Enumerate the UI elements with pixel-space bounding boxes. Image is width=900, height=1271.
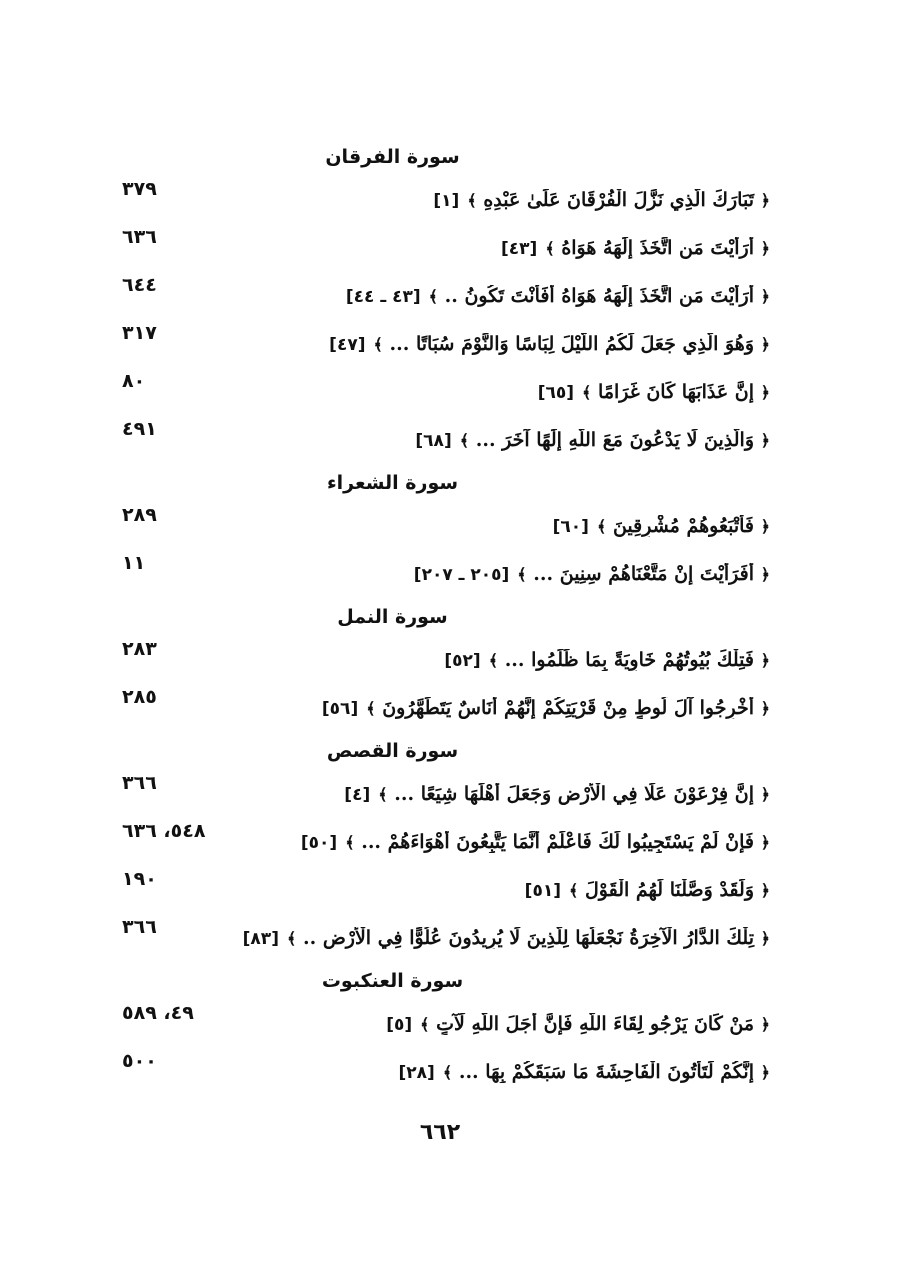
verse-number: [٥١] [524, 881, 561, 901]
ornate-open-bracket: ﴿ [760, 1015, 770, 1034]
verse-text: وَهُوَ الَّذِي جَعَلَ لَكُمُ اللَّيْلَ لِبَاسًا وَالنَّوْمَ سُبَاتًا ... [389, 333, 754, 355]
page-references: ٥٠٠ [122, 1050, 157, 1072]
ornate-open-bracket: ﴿ [760, 699, 770, 718]
ornate-open-bracket: ﴿ [760, 881, 770, 900]
page-references: ٣٦٦ [122, 772, 157, 794]
verse-text-line [230, 189, 770, 211]
verse-text: فَتِلْكَ بُيُوتُهُمْ خَاوِيَةً بِمَا ظَلَمُوا ... [504, 649, 754, 671]
surah-title: سورة القصص [326, 740, 459, 762]
verse-entry [110, 914, 770, 962]
verse-entry [110, 1048, 770, 1096]
verse-text-line [230, 697, 770, 719]
verse-number: [٦٥] [537, 383, 575, 403]
verse-text-line [230, 237, 770, 259]
page-references: ٦٣٦ [122, 226, 157, 248]
ornate-open-bracket: ﴿ [760, 565, 770, 584]
verse-text: وَالَّذِينَ لَا يَدْعُونَ مَعَ اللَّهِ إِلَٰهًا آخَرَ ... [475, 429, 754, 451]
verse-text-line [230, 927, 770, 949]
page-references: ١١ [122, 552, 146, 574]
ornate-close-bracket: ﴾ [545, 239, 555, 258]
verse-text-line [230, 879, 770, 901]
verse-entry [110, 416, 770, 464]
verse-entry [110, 224, 770, 272]
ornate-open-bracket: ﴿ [760, 785, 770, 804]
verse-number: [٦٨] [415, 431, 452, 451]
verse-entry [110, 636, 770, 684]
verse-number: [٤٣] [501, 239, 538, 259]
verse-number: [١] [433, 191, 460, 211]
verse-entry [110, 770, 770, 818]
verse-entry [110, 502, 770, 550]
verse-entry [110, 272, 770, 320]
ornate-close-bracket: ﴾ [378, 785, 388, 804]
verse-entry [110, 320, 770, 368]
verse-number: [٢٠٥ ـ ٢٠٧] [413, 565, 510, 585]
ornate-close-bracket: ﴾ [459, 431, 470, 450]
verse-text-line [230, 783, 770, 805]
verse-number: [٨٣] [242, 929, 279, 949]
ornate-open-bracket: ﴿ [760, 929, 770, 948]
ornate-close-bracket: ﴾ [428, 287, 438, 306]
verse-index [110, 138, 770, 1096]
verse-number: [٤٧] [329, 335, 366, 355]
verse-text-line [230, 1013, 770, 1035]
verse-text: إِنَّ عَذَابَهَا كَانَ غَرَامًا [598, 381, 754, 403]
page-references: ٣٧٩ [122, 178, 157, 200]
verse-number: [٤٣ ـ ٤٤] [345, 287, 421, 307]
surah-title: سورة العنكبوت [321, 970, 464, 992]
verse-text-line [230, 333, 770, 355]
verse-text-line [230, 563, 770, 585]
ornate-close-bracket: ﴾ [517, 565, 527, 584]
verse-text: وَلَقَدْ وَصَّلْنَا لَهُمُ الْقَوْلَ [584, 879, 754, 901]
verse-entry [110, 368, 770, 416]
ornate-open-bracket: ﴿ [760, 1063, 770, 1082]
page-references: ٨٠ [122, 370, 146, 392]
verse-text: فَأَتْبَعُوهُمْ مُشْرِقِينَ [612, 515, 754, 537]
ornate-open-bracket: ﴿ [760, 383, 770, 402]
ornate-close-bracket: ﴾ [596, 517, 607, 536]
ornate-close-bracket: ﴾ [467, 191, 477, 210]
verse-number: [٦٠] [552, 517, 589, 537]
verse-number: [٥٠] [300, 833, 338, 853]
ornate-open-bracket: ﴿ [760, 239, 770, 258]
ornate-open-bracket: ﴿ [760, 335, 770, 354]
verse-text: أَرَأَيْتَ مَنِ اتَّخَذَ إِلَٰهَهُ هَوَاهُ أَفَأَنْتَ تَكُونُ .. [444, 285, 754, 307]
surah-title: سورة النمل [337, 606, 448, 628]
page-number: ٦٦٢ [419, 1120, 461, 1145]
ornate-open-bracket: ﴿ [760, 431, 770, 450]
verse-text: فَإِنْ لَمْ يَسْتَجِيبُوا لَكَ فَاعْلَمْ أَنَّمَا يَتَّبِعُونَ أَهْوَاءَهُمْ ... [361, 831, 754, 853]
verse-text-line [230, 285, 770, 307]
ornate-open-bracket: ﴿ [760, 651, 770, 670]
page-references: ٥٤٨، ٦٣٦ [122, 820, 206, 842]
ornate-close-bracket: ﴾ [582, 383, 592, 402]
ornate-close-bracket: ﴾ [373, 335, 383, 354]
page-references: ٢٨٣ [122, 638, 157, 660]
verse-text-line [230, 515, 770, 537]
verse-text: إِنَّكُمْ لَتَأْتُونَ الْفَاحِشَةَ مَا سَبَقَكُمْ بِهَا ... [458, 1061, 754, 1083]
verse-entry [110, 550, 770, 598]
ornate-close-bracket: ﴾ [366, 699, 376, 718]
surah-title: سورة الشعراء [326, 472, 459, 494]
verse-text: تَبَارَكَ الَّذِي نَزَّلَ الْفُرْقَانَ عَلَىٰ عَبْدِهِ [483, 189, 754, 211]
verse-text-line [230, 381, 770, 403]
surah-title: سورة الفرقان [325, 146, 460, 168]
ornate-close-bracket: ﴾ [488, 651, 499, 670]
verse-number: [٥٦] [321, 699, 359, 719]
verse-text: أَفَرَأَيْتَ إِنْ مَتَّعْنَاهُمْ سِنِينَ ... [533, 563, 754, 585]
verse-text-line [230, 831, 770, 853]
verse-entry [110, 176, 770, 224]
page-references: ٤٩، ٥٨٩ [122, 1002, 194, 1024]
verse-text-line [230, 429, 770, 451]
ornate-open-bracket: ﴿ [760, 287, 770, 306]
ornate-close-bracket: ﴾ [442, 1063, 453, 1082]
ornate-close-bracket: ﴾ [345, 833, 355, 852]
page-references: ٤٩١ [122, 418, 157, 440]
page-references: ٣٦٦ [122, 916, 157, 938]
ornate-open-bracket: ﴿ [760, 833, 770, 852]
ornate-close-bracket: ﴾ [420, 1015, 430, 1034]
verse-text: مَنْ كَانَ يَرْجُو لِقَاءَ اللَّهِ فَإِنَّ أَجَلَ اللَّهِ لَآتٍ [436, 1013, 754, 1035]
ornate-open-bracket: ﴿ [760, 517, 770, 536]
verse-entry [110, 1000, 770, 1048]
verse-text: إِنَّ فِرْعَوْنَ عَلَا فِي الْأَرْضِ وَجَعَلَ أَهْلَهَا شِيَعًا ... [394, 783, 754, 805]
page-references: ٢٨٩ [122, 504, 157, 526]
page-references: ٦٤٤ [122, 274, 157, 296]
verse-entry [110, 818, 770, 866]
ornate-open-bracket: ﴿ [760, 191, 770, 210]
verse-number: [٢٨] [398, 1063, 435, 1083]
verse-text: تِلْكَ الدَّارُ الْآخِرَةُ نَجْعَلُهَا لِلَّذِينَ لَا يُرِيدُونَ عُلُوًّا فِي الْأَرْضِ .. [302, 927, 754, 949]
verse-text: أَرَأَيْتَ مَنِ اتَّخَذَ إِلَٰهَهُ هَوَاهُ [561, 237, 754, 259]
page-references: ١٩٠ [122, 868, 157, 890]
verse-number: [٤] [344, 785, 371, 805]
verse-number: [٥٢] [444, 651, 481, 671]
page-references: ٣١٧ [122, 322, 157, 344]
page-references: ٢٨٥ [122, 686, 157, 708]
verse-text: أَخْرِجُوا آلَ لُوطٍ مِنْ قَرْيَتِكُمْ إِنَّهُمْ أُنَاسٌ يَتَطَهَّرُونَ [382, 697, 754, 719]
ornate-close-bracket: ﴾ [568, 881, 579, 900]
verse-text-line [230, 1061, 770, 1083]
verse-entry [110, 684, 770, 732]
verse-entry [110, 866, 770, 914]
verse-number: [٥] [386, 1015, 413, 1035]
ornate-close-bracket: ﴾ [286, 929, 297, 948]
verse-text-line [230, 649, 770, 671]
